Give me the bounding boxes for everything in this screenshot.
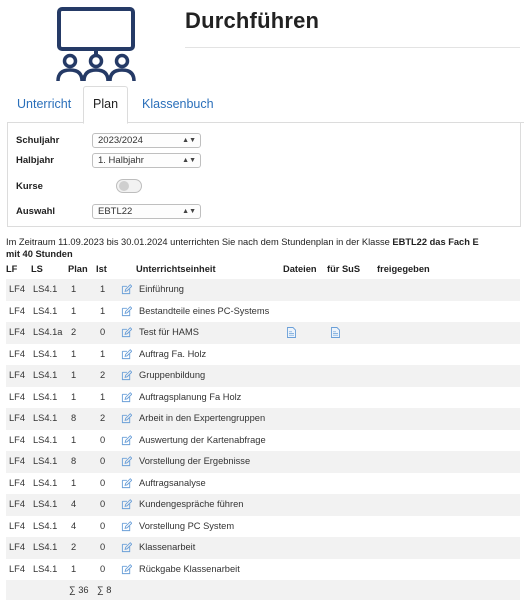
cell-ls: LS4.1 (33, 542, 58, 552)
edit-icon[interactable] (121, 456, 132, 467)
tab-bar (8, 86, 524, 123)
file-icon[interactable] (287, 327, 296, 338)
cell-ist: 1 (100, 348, 106, 359)
halbjahr-label: Halbjahr (16, 155, 55, 166)
cell-ist: 1 (100, 391, 106, 402)
table-row[interactable] (6, 516, 520, 538)
cell-ist: 0 (100, 477, 106, 488)
cell-ls: LS4.1 (33, 305, 58, 316)
edit-icon[interactable] (121, 521, 132, 532)
halbjahr-value: 1. Halbjahr (98, 155, 144, 166)
table-header (6, 264, 522, 277)
table-row[interactable] (6, 301, 520, 323)
select-arrows-icon: ▲▼ (182, 208, 196, 215)
cell-plan: 4 (71, 499, 77, 509)
kurse-label: Kurse (16, 181, 43, 192)
auswahl-value: EBTL22 (98, 206, 133, 217)
cell-plan: 1 (71, 305, 77, 316)
cell-plan: 1 (71, 477, 77, 488)
edit-icon[interactable] (121, 478, 132, 489)
table-row[interactable] (6, 473, 520, 495)
edit-icon[interactable] (121, 499, 132, 510)
cell-unit: Einführung (139, 284, 184, 294)
table-row[interactable] (6, 537, 520, 559)
schedule-info-class: EBTL22 das Fach E (392, 237, 479, 247)
table-row[interactable] (6, 559, 520, 581)
cell-ls: LS4.1 (33, 434, 58, 445)
edit-icon[interactable] (121, 370, 132, 381)
table-row[interactable] (6, 322, 520, 344)
col-header-plan: Plan (68, 264, 88, 274)
tab-unterricht[interactable]: Unterricht (17, 97, 72, 111)
schuljahr-select[interactable] (92, 133, 201, 148)
cell-unit: Gruppenbildung (139, 370, 206, 380)
cell-unit: Auswertung der Kartenabfrage (139, 434, 266, 445)
cell-plan: 1 (71, 348, 77, 359)
edit-icon[interactable] (121, 349, 132, 360)
table-row[interactable] (6, 430, 520, 452)
sum-plan: ∑ 36 (69, 585, 89, 595)
table-sum-row (6, 580, 520, 600)
halbjahr-row (16, 153, 316, 171)
cell-lf: LF4 (9, 370, 26, 380)
edit-icon[interactable] (121, 284, 132, 295)
tab-klassenbuch[interactable]: Klassenbuch (142, 97, 214, 111)
kurse-toggle[interactable] (116, 179, 142, 193)
cell-unit: Auftrag Fa. Holz (139, 348, 207, 359)
select-arrows-icon: ▲▼ (182, 157, 196, 164)
schedule-info-text: Im Zeitraum 11.09.2023 bis 30.01.2024 unterrichten Sie nach dem Stundenplan in der Klasse (6, 237, 393, 247)
cell-lf: LF4 (9, 499, 26, 509)
cell-ls: LS4.1a (33, 327, 63, 337)
cell-lf: LF4 (9, 477, 26, 488)
cell-unit: Vorstellung PC System (139, 520, 235, 531)
cell-lf: LF4 (9, 413, 26, 423)
table-row[interactable] (6, 387, 520, 409)
cell-unit: Auftragsanalyse (139, 477, 206, 488)
edit-icon[interactable] (121, 542, 132, 553)
table-row[interactable] (6, 365, 520, 387)
cell-plan: 1 (71, 563, 77, 574)
cell-unit: Rückgabe Klassenarbeit (139, 563, 240, 574)
cell-ls: LS4.1 (33, 456, 58, 466)
cell-lf: LF4 (9, 327, 26, 337)
cell-plan: 1 (71, 370, 77, 380)
kurse-row (16, 179, 316, 197)
cell-unit: Klassenarbeit (139, 542, 196, 552)
schuljahr-label: Schuljahr (16, 135, 60, 146)
edit-icon[interactable] (121, 564, 132, 575)
cell-plan: 8 (71, 456, 77, 466)
cell-ls: LS4.1 (33, 563, 58, 574)
auswahl-row (16, 204, 316, 222)
title-divider (185, 47, 520, 48)
group-presentation-icon (53, 6, 139, 82)
cell-ls: LS4.1 (33, 477, 58, 488)
cell-lf: LF4 (9, 391, 26, 402)
filter-panel (7, 122, 521, 227)
cell-ls: LS4.1 (33, 391, 58, 402)
cell-ls: LS4.1 (33, 413, 58, 423)
schedule-info (6, 236, 522, 260)
cell-lf: LF4 (9, 284, 26, 294)
select-arrows-icon: ▲▼ (182, 137, 196, 144)
schedule-info-hours: mit 40 Stunden (6, 249, 73, 259)
cell-ist: 0 (100, 327, 106, 337)
cell-ls: LS4.1 (33, 370, 58, 380)
page-header (0, 0, 526, 86)
cell-plan: 2 (71, 327, 77, 337)
cell-lf: LF4 (9, 563, 26, 574)
cell-ist: 0 (100, 434, 106, 445)
col-header-lf: LF (6, 264, 18, 274)
cell-plan: 4 (71, 520, 77, 531)
cell-ist: 0 (100, 499, 106, 509)
page-title: Durchführen (185, 8, 320, 33)
sus-file-icon[interactable] (331, 327, 340, 338)
cell-unit: Auftragsplanung Fa Holz (139, 391, 242, 402)
cell-lf: LF4 (9, 348, 26, 359)
cell-lf: LF4 (9, 434, 26, 445)
cell-lf: LF4 (9, 542, 26, 552)
col-header-released: freigegeben (377, 264, 430, 274)
cell-ist: 1 (100, 284, 106, 294)
toggle-knob (119, 181, 129, 191)
cell-ist: 1 (100, 305, 106, 316)
cell-plan: 1 (71, 434, 77, 445)
cell-ist: 0 (100, 542, 106, 552)
cell-unit: Kundengespräche führen (139, 499, 244, 509)
cell-unit: Bestandteile eines PC-Systems (139, 305, 270, 316)
halbjahr-select[interactable] (92, 153, 201, 168)
edit-icon[interactable] (121, 306, 132, 317)
edit-icon[interactable] (121, 327, 132, 338)
table-row[interactable] (6, 408, 520, 430)
cell-unit: Arbeit in den Expertengruppen (139, 413, 266, 423)
cell-plan: 2 (71, 542, 77, 552)
cell-ist: 2 (100, 413, 106, 423)
col-header-sus: für SuS (327, 264, 361, 274)
schuljahr-row (16, 133, 316, 151)
table-row[interactable] (6, 344, 520, 366)
lesson-table (6, 279, 520, 600)
edit-icon[interactable] (121, 392, 132, 403)
cell-ls: LS4.1 (33, 348, 58, 359)
cell-unit: Vorstellung der Ergebnisse (139, 456, 251, 466)
schuljahr-value: 2023/2024 (98, 135, 143, 146)
col-header-ist: Ist (96, 264, 107, 274)
table-row[interactable] (6, 279, 520, 301)
edit-icon[interactable] (121, 435, 132, 446)
cell-ls: LS4.1 (33, 499, 58, 509)
tab-plan[interactable]: Plan (83, 86, 128, 124)
table-row[interactable] (6, 494, 520, 516)
sum-ist: ∑ 8 (97, 585, 112, 595)
cell-ist: 0 (100, 520, 106, 531)
cell-lf: LF4 (9, 456, 26, 466)
cell-plan: 8 (71, 413, 77, 423)
cell-ls: LS4.1 (33, 520, 58, 531)
cell-ist: 0 (100, 456, 106, 466)
col-header-ls: LS (31, 264, 43, 274)
table-row[interactable] (6, 451, 520, 473)
cell-lf: LF4 (9, 520, 26, 531)
cell-ls: LS4.1 (33, 284, 58, 294)
cell-ist: 0 (100, 563, 106, 574)
col-header-files: Dateien (283, 264, 317, 274)
auswahl-select[interactable] (92, 204, 201, 219)
edit-icon[interactable] (121, 413, 132, 424)
cell-unit: Test für HAMS (139, 327, 199, 337)
cell-plan: 1 (71, 391, 77, 402)
cell-plan: 1 (71, 284, 77, 294)
cell-ist: 2 (100, 370, 106, 380)
col-header-unit: Unterrichtseinheit (136, 264, 216, 274)
auswahl-label: Auswahl (16, 206, 56, 217)
cell-lf: LF4 (9, 305, 26, 316)
